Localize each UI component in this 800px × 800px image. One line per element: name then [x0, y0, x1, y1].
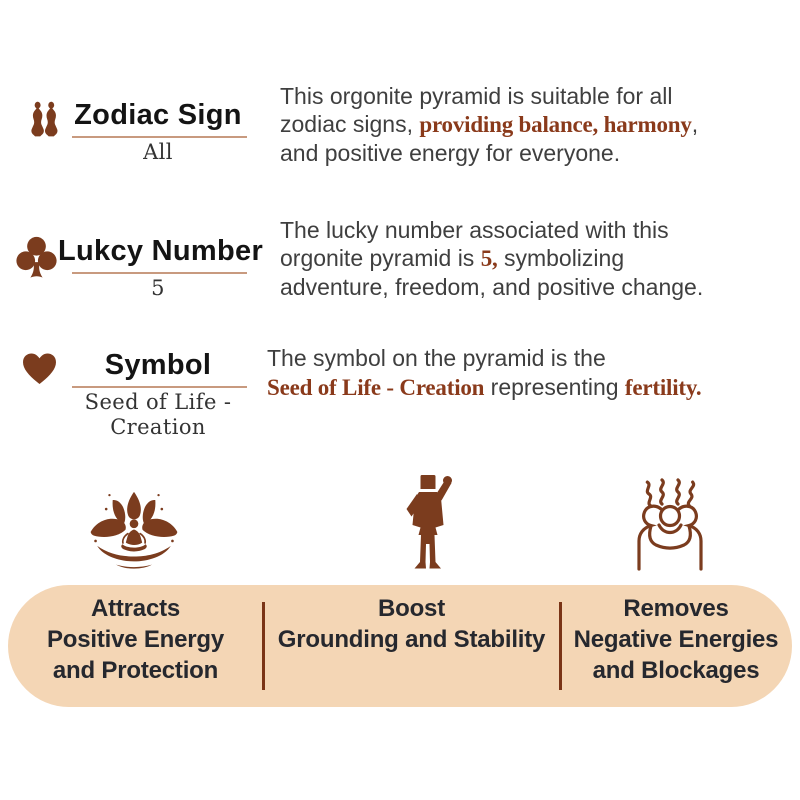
zodiac-sign-description [280, 82, 698, 167]
desc-text: The lucky number associated with this [280, 217, 669, 243]
desc-text: The symbol on the pyramid is the [267, 345, 606, 371]
heart-icon [22, 353, 57, 385]
benefit-line: and Protection [52, 657, 219, 684]
symbol-title: Symbol [104, 349, 212, 381]
lotus-meditation-icon [89, 490, 179, 574]
benefit-line: Removes [623, 595, 729, 622]
desc-text: zodiac signs, [280, 111, 420, 137]
desc-text: symbolizing [497, 245, 625, 271]
desc-accent-text: Seed of Life - Creation [267, 375, 485, 400]
lucky-number-description [280, 216, 703, 301]
symbol-value: Seed of Life - Creation [84, 390, 232, 439]
desc-text: This orgonite pyramid is suitable for all [280, 83, 673, 109]
desc-text: , [691, 111, 699, 137]
benefit-line: Negative Energies [573, 626, 779, 653]
desc-accent-text: providing balance, harmony [419, 112, 692, 137]
desc-text: adventure, freedom, and positive change. [280, 274, 704, 300]
raised-fist-person-icon [399, 472, 457, 577]
lucky-number-block [0, 234, 266, 301]
clover-icon [15, 236, 58, 279]
benefit-line: Boost [378, 595, 445, 622]
benefit-line: Positive Energy [46, 626, 225, 653]
benefit-line: Attracts [90, 595, 181, 622]
title-underline [72, 272, 247, 274]
benefit-line: and Blockages [592, 657, 760, 684]
symbol-block [0, 348, 266, 440]
benefit-positive-energy [8, 593, 263, 686]
zodiac-sign-title: Zodiac Sign [74, 99, 242, 131]
stressed-person-icon [628, 478, 712, 577]
desc-text: orgonite pyramid is [280, 245, 481, 271]
benefit-line: Grounding and Stability [277, 626, 546, 653]
title-underline [72, 136, 247, 138]
lucky-number-value: 5 [151, 276, 165, 300]
title-underline [72, 386, 247, 388]
zodiac-sign-value: All [143, 140, 173, 164]
zodiac-sign-block [0, 98, 266, 165]
symbol-description [267, 344, 701, 402]
desc-accent-text: 5, [480, 246, 498, 271]
gemini-twins-icon [27, 99, 61, 139]
desc-text: and positive energy for everyone. [280, 140, 621, 166]
benefit-removes-negativity [560, 593, 792, 686]
benefit-grounding [263, 593, 560, 655]
desc-text: representing [484, 374, 625, 400]
desc-accent-text: fertility. [624, 375, 702, 400]
lucky-number-title: Lukcy Number [58, 235, 264, 267]
